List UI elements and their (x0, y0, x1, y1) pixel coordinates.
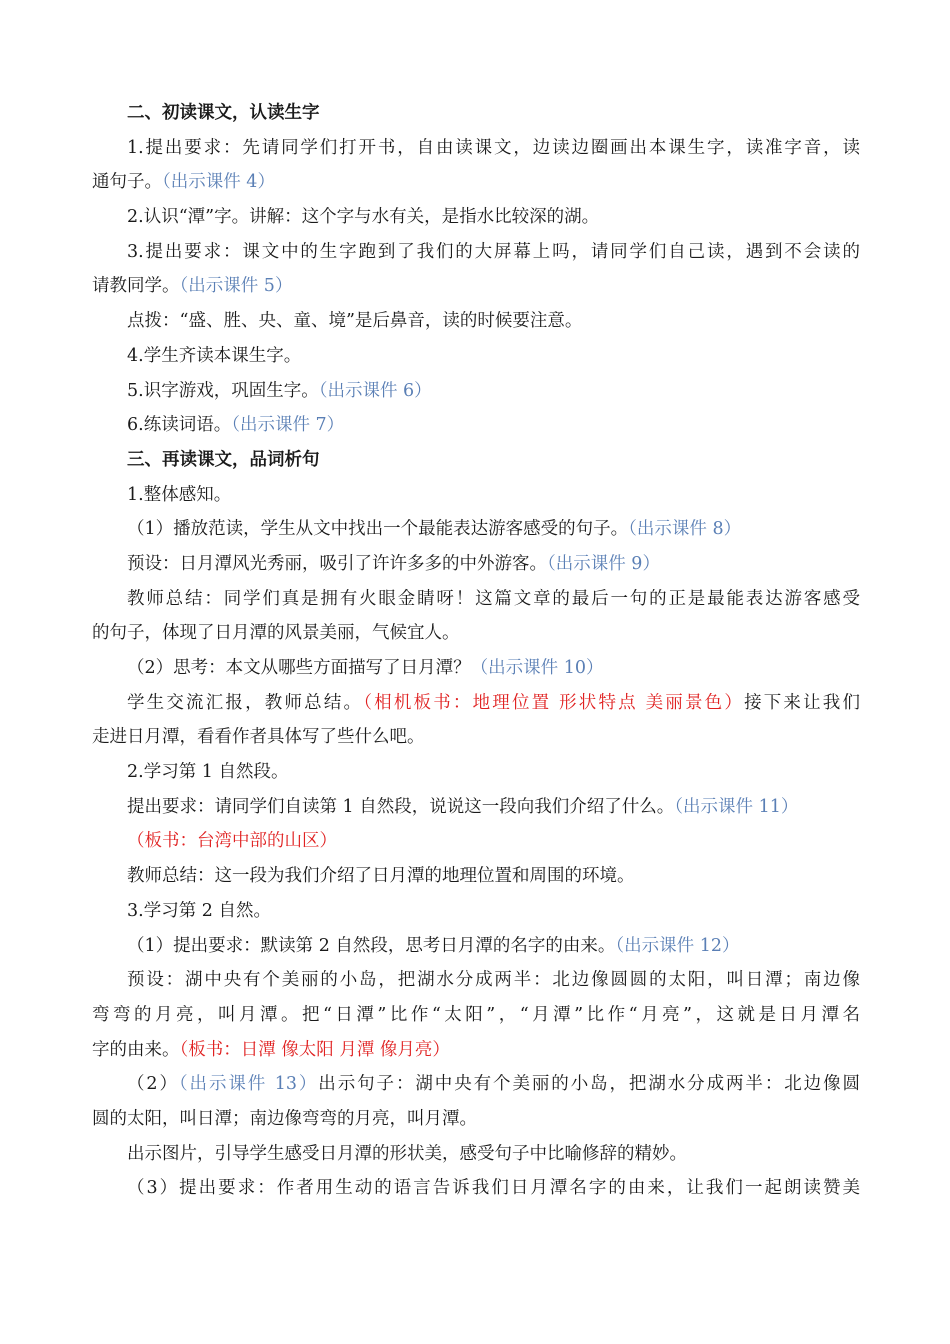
paragraph-3-1-exchange-line-2: 走进日月潭，看看作者具体写了些什么吧。 (92, 727, 425, 748)
paragraph-3-3-q2-line-1 (92, 1067, 860, 1102)
text: （3）提出要求：作者用生动的语言告诉我们日月潭名字的由来，让我们一起朗读赞美 (127, 1178, 860, 1199)
text: 弯弯的月亮，叫月潭。把“日潭”比作“太阳”，“月潭”比作“月亮”，这就是日月潭名 (92, 1004, 860, 1025)
board-note: （板书：台湾中部的山区） (127, 831, 337, 852)
paragraph-3-1-summary-line-2: 的句子，体现了日月潭的风景美丽，气候宜人。 (92, 623, 460, 644)
paragraph-3-2-summary: 教师总结：这一段为我们介绍了日月潭的地理位置和周围的环境。 (127, 866, 635, 887)
courseware-ref: （出示课件 9） (547, 553, 660, 574)
paragraph-2-3-line-1 (92, 235, 860, 270)
paragraph-2-3-line-2 (92, 269, 860, 304)
text: 预设：日月潭风光秀丽，吸引了许许多多的中外游客。 (127, 553, 547, 574)
lesson-plan-page (92, 96, 860, 1206)
paragraph-3-2-request (92, 790, 860, 825)
paragraph-3-1-q1 (92, 512, 860, 547)
paragraph-2-1-line-2 (92, 165, 860, 200)
board-note: （板书：日潭 像太阳 月潭 像月亮） (179, 1039, 450, 1060)
courseware-ref: （出示课件 5） (179, 276, 293, 297)
section-heading-3: 三、再读课文，品词析句 (127, 449, 320, 470)
paragraph-3-3-preset-line-3 (92, 1033, 860, 1068)
text: 1.提出要求：先请同学们打开书，自由读课文，边读边圈画出本课生字，读准字音，读 (127, 137, 860, 158)
text: （2）思考：本文从哪些方面描写了日月潭？ (127, 658, 471, 678)
board-note: （相机板书：地理位置 形状特点 美丽景色） (363, 692, 745, 713)
text: 预设：湖中央有个美丽的小岛，把湖水分成两半：北边像圆圆的太阳，叫日潭；南边像 (127, 970, 860, 991)
paragraph-3-3-preset-line-2 (92, 998, 860, 1033)
text: 字的由来。 (92, 1039, 180, 1060)
paragraph-3-2-board (92, 824, 860, 859)
paragraph-2-tip: 点拨：“盛、胜、央、童、境”是后鼻音，读的时候要注意。 (127, 311, 583, 332)
paragraph-3-1: 1.整体感知。 (127, 484, 232, 505)
text: 出示句子：湖中央有个美丽的小岛，把湖水分成两半：北边像圆 (318, 1074, 860, 1095)
text: 6.练读词语。 (127, 415, 232, 436)
text: 请教同学。 (92, 276, 180, 297)
paragraph-2-6 (92, 408, 860, 443)
courseware-ref: （出示课件 7） (231, 415, 345, 436)
paragraph-3-3-q1 (92, 929, 860, 964)
paragraph-3-2: 2.学习第 1 自然段。 (127, 762, 289, 783)
courseware-ref: （出示课件 6） (318, 380, 432, 401)
paragraph-3-1-preset (92, 547, 860, 582)
text: 学生交流汇报，教师总结。 (127, 692, 364, 713)
text: 教师总结：同学们真是拥有火眼金睛呀！这篇文章的最后一句的正是最能表达游客感受 (127, 588, 860, 609)
paragraph-3-3-preset-line-1 (92, 963, 860, 998)
text: 提出要求：请同学们自读第 1 自然段，说说这一段向我们介绍了什么。 (127, 796, 675, 817)
paragraph-3-1-exchange-line-1 (92, 686, 860, 721)
text: 3.提出要求：课文中的生字跑到了我们的大屏幕上吗，请同学们自己读，遇到不会读的 (127, 241, 860, 262)
paragraph-3-1-q2 (92, 651, 860, 686)
paragraph-3-1-summary-line-1 (92, 582, 860, 617)
paragraph-3-3-q3 (92, 1171, 860, 1206)
text: （1）播放范读，学生从文中找出一个最能表达游客感受的句子。 (127, 519, 629, 540)
paragraph-2-4: 4.学生齐读本课生字。 (127, 345, 302, 366)
paragraph-2-2: 2.认识“潭”字。讲解：这个字与水有关，是指水比较深的湖。 (127, 207, 600, 228)
courseware-ref: （出示课件 8） (628, 519, 742, 540)
text: （2） (127, 1074, 179, 1095)
courseware-ref: （出示课件 13） (178, 1074, 319, 1095)
text: 通句子。 (92, 172, 162, 193)
courseware-ref: （出示课件 11） (674, 796, 799, 817)
courseware-ref: （出示课件 10） (470, 658, 604, 678)
paragraph-3-3-q2-line-2: 圆的太阳，叫日潭；南边像弯弯的月亮，叫月潭。 (92, 1108, 477, 1129)
section-heading-2: 二、初读课文，认读生字 (127, 103, 320, 123)
text: 5.识字游戏，巩固生字。 (127, 380, 319, 401)
paragraph-3-3-picture: 出示图片，引导学生感受日月潭的形状美，感受句子中比喻修辞的精妙。 (127, 1143, 687, 1164)
courseware-ref: （出示课件 4） (162, 172, 275, 193)
text: 接下来让我们 (744, 692, 860, 713)
text: （1）提出要求：默读第 2 自然段，思考日月潭的名字的由来。 (127, 935, 616, 956)
paragraph-2-5 (92, 374, 860, 409)
courseware-ref: （出示课件 12） (615, 935, 740, 956)
paragraph-2-1-line-1 (92, 131, 860, 166)
paragraph-3-3: 3.学习第 2 自然。 (127, 900, 271, 921)
